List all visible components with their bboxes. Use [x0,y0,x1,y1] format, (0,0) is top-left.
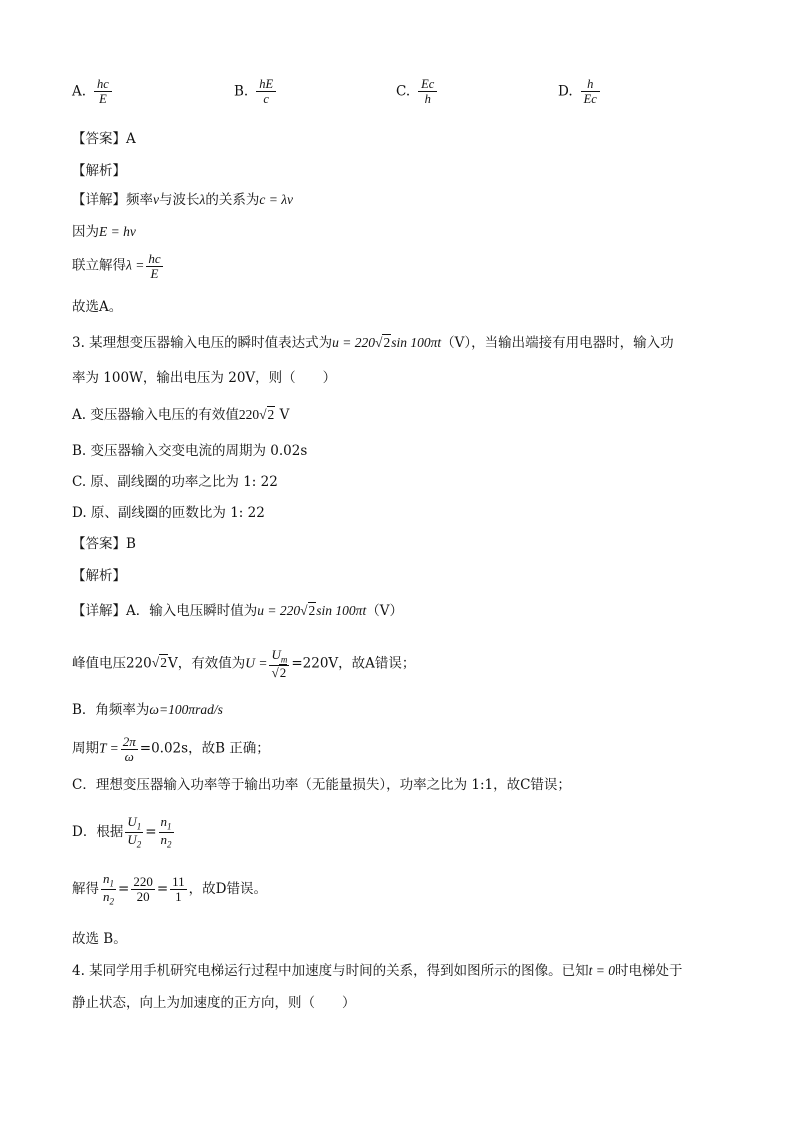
q3-detail-peak: 峰值电压220√2V，有效值为U = $\frac{U_m}{√2}$ =220V，故A错误； [72,647,416,681]
q4-stem-line1: 4. 某同学用手机研究电梯运行过程中加速度与时间的关系，得到如图所示的图像。已知t = 0时电梯处于 [72,963,683,979]
q3-analysis-tag: 【解析】 [72,568,126,584]
q3-detail-period: 周期T = $\frac{2\pi}{\omega}$ =0.02s，故B 正确； [72,734,270,764]
q4-stem-line2: 静止状态，向上为加速度的正方向，则（ ） [72,995,356,1011]
q3-stem-line1: 3. 某理想变压器输入电压的瞬时值表达式为u = 220√2sin 100πt（V），当输出端接有用电器时，输入功 [72,335,674,351]
q3-conclusion: 故选 B。 [72,931,127,947]
q2-because: 因为E = hν [72,224,136,240]
q3-detail-b: B．角频率为ω=100πrad/s [72,702,223,718]
q3-option-b: B. 变压器输入交变电流的周期为 0.02s [72,443,308,459]
option-d: D. $\frac{h}{Ec}$ [558,77,600,107]
q3-stem-line2: 率为 100W，输出电压为 20V，则（ ） [72,370,337,386]
q2-combine: 联立解得λ = $\frac{hc}{E}$ [72,251,161,281]
option-c: C. $\frac{Ec}{h}$ [396,77,437,107]
q2-analysis-tag: 【解析】 [72,163,126,179]
q3-answer: 【答案】B [72,536,136,552]
q3-option-a: A. 变压器输入电压的有效值220√2 V [72,407,290,423]
q2-answer: 【答案】A [72,131,136,147]
option-a: A. $\frac{hc}{E}$ [72,77,112,107]
q2-conclusion: 故选A。 [72,299,123,315]
q3-detail-d: D．根据 $\frac{U_1}{U_2}$ = $\frac{n_1}{n_2}$ [72,814,172,850]
q2-detail: 【详解】频率ν与波长λ的关系为c = λν [72,192,294,208]
q3-detail-a: 【详解】A．输入电压瞬时值为u = 220√2sin 100πt（V） [72,603,403,619]
q3-detail-solve: 解得 $\frac{n_1}{n_2}$ = $\frac{220}{20}$ = $\frac{11}{1}$ ，故D错误。 [72,871,267,907]
q3-detail-c: C．理想变压器输入功率等于输出功率（无能量损失），功率之比为 1:1，故C错误； [72,777,571,793]
q3-option-c: C. 原、副线圈的功率之比为 1: 22 [72,474,278,490]
option-b: B. $\frac{hE}{c}$ [234,77,276,107]
q3-option-d: D. 原、副线圈的匝数比为 1: 22 [72,505,265,521]
